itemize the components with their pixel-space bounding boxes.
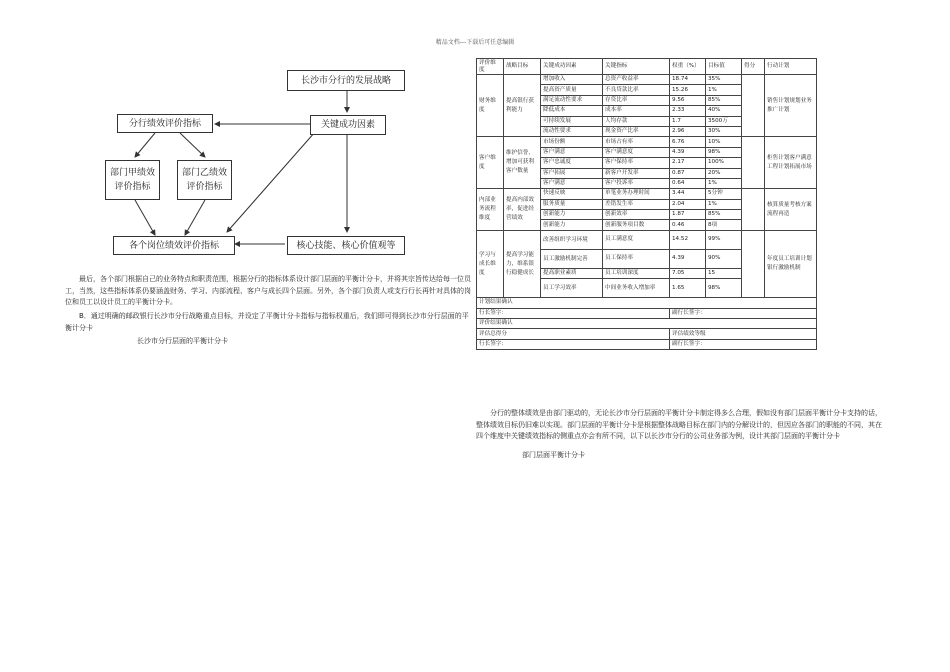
objective-cell: 维护信誉，增加可获利客户数量 [504, 137, 541, 189]
score-cell [742, 189, 765, 231]
weight-cell: 4.39 [670, 147, 706, 157]
ksf-cell: 增加收入 [541, 75, 603, 85]
president-sign-cell: 行长签字： [477, 308, 670, 318]
kpi-cell: 不良贷款比率 [603, 85, 670, 95]
total-score-cell: 评估总得分 [477, 329, 670, 339]
positions-node: 各个岗位绩效评价指标 [113, 236, 235, 255]
ksf-cell: 可持续发展 [541, 116, 603, 126]
weight-cell: 3.44 [670, 189, 706, 199]
weight-cell: 18.74 [670, 75, 706, 85]
target-cell: 85% [706, 95, 742, 105]
kpi-cell: 市场占有率 [603, 137, 670, 147]
action-cell: 销售计划规划业务推广计划 [765, 75, 817, 137]
right-column [476, 58, 816, 350]
weight-cell: 9.56 [670, 95, 706, 105]
target-cell: 90% [706, 249, 742, 268]
header-cell: 关键成功因素 [541, 59, 603, 75]
target-cell: 40% [706, 106, 742, 116]
left-paragraph-2: B．通过明确的邮政银行长沙市分行战略重点目标，并设定了平衡计分卡指标与指标权重后，我们即可得到长沙市分行层面的平衡计分卡 [65, 312, 469, 332]
key-factors-node: 关键成功因素 [310, 115, 386, 135]
ksf-cell: 服务质量 [541, 199, 603, 209]
kpi-cell: 存贷比率 [603, 95, 670, 105]
action-cell: 核算质量考核方案流程再造 [765, 189, 817, 231]
header-cell: 目标值 [706, 59, 742, 75]
ksf-cell: 创新能力 [541, 220, 603, 230]
target-cell: 20% [706, 168, 742, 178]
left-column [65, 60, 473, 360]
kpi-cell: 现金资产比率 [603, 126, 670, 136]
ksf-cell: 改善组织学习环境 [541, 230, 603, 249]
ksf-cell: 快速反映 [541, 189, 603, 199]
plan-confirm-cell: 计划结果确认 [477, 298, 817, 308]
strategy-node: 长沙市分行的发展战略 [287, 70, 405, 91]
kpi-cell: 新客户开发率 [603, 168, 670, 178]
kpi-cell: 员工满意度 [603, 230, 670, 249]
target-cell: 35% [706, 75, 742, 85]
weight-cell: 2.04 [670, 199, 706, 209]
ksf-cell: 客户满意 [541, 147, 603, 157]
weight-cell: 2.33 [670, 106, 706, 116]
dimension-cell: 客户维度 [477, 137, 504, 189]
header-cell: 关键指标 [603, 59, 670, 75]
vp-sign-cell: 副行长签字： [670, 339, 817, 349]
target-cell: 1% [706, 85, 742, 95]
left-paragraph-1: 最后，各个部门根据自己的业务特点和职责范围，根据分行的指标体系设计部门层面的平衡计分卡，并将其宗旨传达给每一位员工，当然，这些指标体系仍要涵盖财务、学习、内部流程、客户与成长四个层面。另外，各个部门负责人或支行行长再针对具体的岗位和员工以设计员工的平衡计分卡。 [65, 275, 471, 306]
table-row [477, 75, 817, 85]
kpi-cell: 员工保持率 [603, 249, 670, 268]
kpi-cell: 创新服务项目数 [603, 220, 670, 230]
kpi-cell: 单笔业务办理时间 [603, 189, 670, 199]
president-sign-cell: 行长签字： [477, 339, 670, 349]
weight-cell: 0.46 [670, 220, 706, 230]
header-cell: 评价维度 [477, 59, 504, 75]
kpi-cell: 客户保持率 [603, 158, 670, 168]
eval-confirm-cell: 评价结果确认 [477, 319, 817, 329]
ksf-cell: 客户满意 [541, 178, 603, 188]
weight-cell: 4.39 [670, 249, 706, 268]
objective-cell: 提高学习能力，维系银行稳健成长 [504, 230, 541, 297]
weight-cell: 2.17 [670, 158, 706, 168]
ksf-cell: 市场份额 [541, 137, 603, 147]
kpi-cell: 创新效率 [603, 210, 670, 220]
page-header: 精品文档---下载后可任意编辑 [435, 39, 515, 46]
target-cell: 100% [706, 158, 742, 168]
table-footer-row [477, 319, 817, 329]
objective-cell: 提高银行获利能力 [504, 75, 541, 137]
table-row [477, 189, 817, 199]
table-footer-row [477, 329, 817, 339]
action-cell: 柜售计划客户满意工程计划拓展市场 [765, 137, 817, 189]
table-footer-row [477, 308, 817, 318]
ksf-cell: 员工激励机制完善 [541, 249, 603, 268]
kpi-cell: 成本率 [603, 106, 670, 116]
table-row [477, 137, 817, 147]
kpi-cell: 客户投诉率 [603, 178, 670, 188]
weight-cell: 15.26 [670, 85, 706, 95]
target-cell: 10% [706, 137, 742, 147]
strategy-flowchart [65, 60, 473, 260]
target-cell: 98% [706, 147, 742, 157]
kpi-cell: 总资产收益率 [603, 75, 670, 85]
target-cell: 15 [706, 268, 742, 278]
header-cell: 得分 [742, 59, 765, 75]
header-cell: 权重（%） [670, 59, 706, 75]
dept-b-node: 部门乙绩效评价指标 [177, 160, 232, 200]
ksf-cell: 客户拓展 [541, 168, 603, 178]
core-skills-node: 核心技能、核心价值观等 [287, 236, 405, 255]
objective-cell: 提高内部效率，促进经营绩效 [504, 189, 541, 231]
header-cell: 行动计划 [765, 59, 817, 75]
table-footer-row [477, 298, 817, 308]
weight-cell: 7.05 [670, 268, 706, 278]
ksf-cell: 员工学习效率 [541, 279, 603, 298]
score-cell [742, 230, 765, 297]
dimension-cell: 内部业务流程维度 [477, 189, 504, 231]
table-header-row [477, 59, 817, 75]
target-cell: 5分钟 [706, 189, 742, 199]
kpi-cell: 员工培训深度 [603, 268, 670, 278]
target-cell: 3500万 [706, 116, 742, 126]
ksf-cell: 流动性要求 [541, 126, 603, 136]
dept-a-node: 部门甲绩效评价指标 [105, 160, 160, 200]
action-cell: 年度员工培训计划银行激励机制 [765, 230, 817, 297]
kpi-cell: 差错发生率 [603, 199, 670, 209]
ksf-cell: 降低成本 [541, 106, 603, 116]
score-cell [742, 137, 765, 189]
left-caption: 长沙市分行层面的平衡计分卡 [137, 337, 228, 345]
header-cell: 战略目标 [504, 59, 541, 75]
dimension-cell: 财务维度 [477, 75, 504, 137]
target-cell: 85% [706, 210, 742, 220]
target-cell: 1% [706, 199, 742, 209]
weight-cell: 2.96 [670, 126, 706, 136]
right-caption: 部门层面平衡计分卡 [522, 451, 585, 459]
target-cell: 1% [706, 178, 742, 188]
grade-cell: 评估绩效等级 [670, 329, 817, 339]
ksf-cell: 满足流动性要求 [541, 95, 603, 105]
weight-cell: 1.7 [670, 116, 706, 126]
ksf-cell: 客户忠诚度 [541, 158, 603, 168]
target-cell: 98% [706, 279, 742, 298]
table-body [477, 75, 817, 350]
weight-cell: 1.65 [670, 279, 706, 298]
table-row [477, 230, 817, 249]
weight-cell: 1.87 [670, 210, 706, 220]
ksf-cell: 创新能力 [541, 210, 603, 220]
weight-cell: 6.76 [670, 137, 706, 147]
weight-cell: 0.87 [670, 168, 706, 178]
target-cell: 8项 [706, 220, 742, 230]
score-cell [742, 75, 765, 137]
kpi-cell: 中间业务收入增加率 [603, 279, 670, 298]
branch-eval-node: 分行绩效评价指标 [117, 114, 213, 133]
dimension-cell: 学习与成长维度 [477, 230, 504, 297]
ksf-cell: 提高资产质量 [541, 85, 603, 95]
branch-scorecard-table [476, 58, 817, 350]
kpi-cell: 人均存款 [603, 116, 670, 126]
ksf-cell: 提高职业素质 [541, 268, 603, 278]
target-cell: 30% [706, 126, 742, 136]
vp-sign-cell: 副行长签字： [670, 308, 817, 318]
target-cell: 99% [706, 230, 742, 249]
weight-cell: 14.52 [670, 230, 706, 249]
kpi-cell: 客户满意度 [603, 147, 670, 157]
right-paragraph: 分行的整体绩效是由部门驱动的，无论长沙市分行层面的平衡计分卡制定得多么合理，假如没有部门层面平衡计分卡支持的话，整体绩效目标仍旧难以实现。部门层面的平衡计分卡是根据整体战略目标在部门内的分解设计的，但因应各部门的职能的不同，其在四个维度中关键绩效指标的侧重点亦会有所不同，以下以长沙市分行的公司业务部为例，设计其部门层面的平衡计分卡 [476, 409, 882, 440]
weight-cell: 0.64 [670, 178, 706, 188]
table-footer-row [477, 339, 817, 349]
